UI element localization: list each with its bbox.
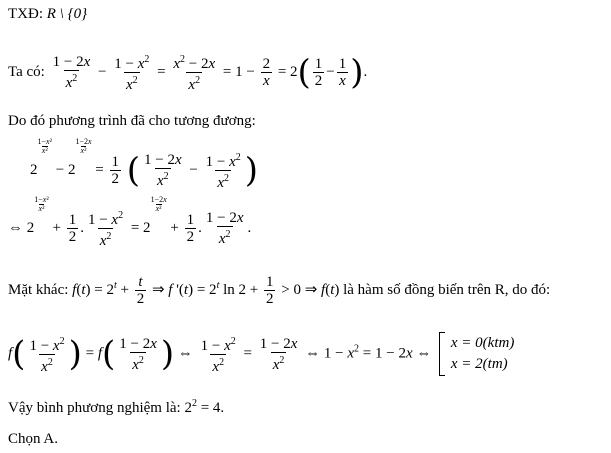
equation-2: ⇔ 2 $\frac{\text{1−x²}}{\text{x²}}$ + $\frac{1}{2}$ . $\frac{1 - x^2}{x^2}$ = 2 $\frac{1-2x}{\text{x²}}$ + $\frac{1}{2}$ . $\frac{1 - 2x}{x^2}$ . [8,195,252,249]
txd-line [8,6,87,23]
fraction: $\frac{1 - x^2}{x^2}$ [87,210,124,249]
mat-khac-tail: là hàm số đồng biến trên R, do đó: [343,281,551,298]
fraction: $\frac{1}{2}$ [111,154,119,187]
cases-bracket [439,332,445,376]
answer-choice: Chọn A. [8,431,59,447]
fraction: $\frac{1 - x^2}{x^2}$ [29,335,65,375]
fraction: $\frac{1}{x}$ [338,56,347,89]
result-tail: = 4. [196,400,225,416]
txd-expr: R \ {0} [46,6,88,22]
chon-line [8,431,58,448]
fraction: $\frac{1}{2}$ [68,212,77,245]
case-2: x = 2(tm) [450,356,508,372]
fraction: $\frac{x^2 - 2x}{x^2}$ [173,54,216,93]
ta-co-line: Ta có: $\frac{1 - 2x}{x^2}$ − $\frac{1 - x^2}{x^2}$ = $\frac{x^2 - 2x}{x^2}$ = 1 − $\frac{2}{x}$ = 2( $\frac{1}{2}$ − $\frac{1}{x}$ ). [8,52,368,93]
result-base: 2 [184,400,192,416]
do-do-text: Do đó phương trình đã cho tương đương: [8,113,256,129]
fraction: $\frac{1 - x^2}{x^2}$ [205,152,241,191]
fraction: $\frac{1 - x^2}{x^2}$ [114,54,150,93]
mat-khac-line: Mặt khác: $f(t) = 2^t$ + $\frac{t}{2}$ ⇒ f '$(t) = 2^t$ ln 2 + $\frac{1}{2}$ > 0 ⇒ f(t) là hàm số đồng biến trên R, do đó: [8,274,551,307]
fraction: $\frac{1 - 2x}{x^2}$ [259,335,298,373]
fraction: $\frac{1}{2}$ [265,274,274,307]
txd-label: TXĐ: [8,6,43,22]
result-exponent: 2 [191,398,197,409]
do-do-line [8,113,256,130]
fraction: $\frac{1}{2}$ [314,56,323,89]
fraction: $\frac{1 - 2x}{x^2}$ [52,54,91,91]
mat-khac-label: Mặt khác: [8,281,69,298]
fraction: $\frac{1 - 2x}{x^2}$ [144,152,182,189]
fraction: $\frac{1 - 2x}{x^2}$ [119,335,157,373]
fraction: $\frac{t}{2}$ [136,274,145,307]
solution-cases [451,333,514,375]
fraction: $\frac{1}{2}$ [186,212,195,245]
fraction: $\frac{1 - 2x}{x^2}$ [205,210,244,247]
equation-3: f( $\frac{1 - x^2}{x^2}$ ) = f( $\frac{1 - 2x}{x^2}$ ) ⇔ $\frac{1 - x^2}{x^2}$ = $\frac{1 - 2x}{x^2}$ ⇔ $1 - x^2 = 1 - 2x$ ⇔ x = 0(ktm) x = 2(tm) [8,334,515,375]
fraction: $\frac{1 - x^2}{x^2}$ [200,335,236,375]
equation-1: 2 $\frac{\text{1−x²}}{\text{x²}}$ − 2 $\frac{1-2x}{\text{x²}}$ = $\frac{1}{2}$ ( $\frac{1 - 2x}{x^2}$ − $\frac{1 - x^2}{x^2}$ ) [30,137,259,191]
vay-label: Vậy bình phương nghiệm là: [8,400,181,416]
fraction: $\frac{2}{x}$ [262,56,271,89]
vay-line [8,398,224,417]
ta-co-label: Ta có: [8,63,45,80]
case-1: x = 0(ktm) [450,335,515,351]
